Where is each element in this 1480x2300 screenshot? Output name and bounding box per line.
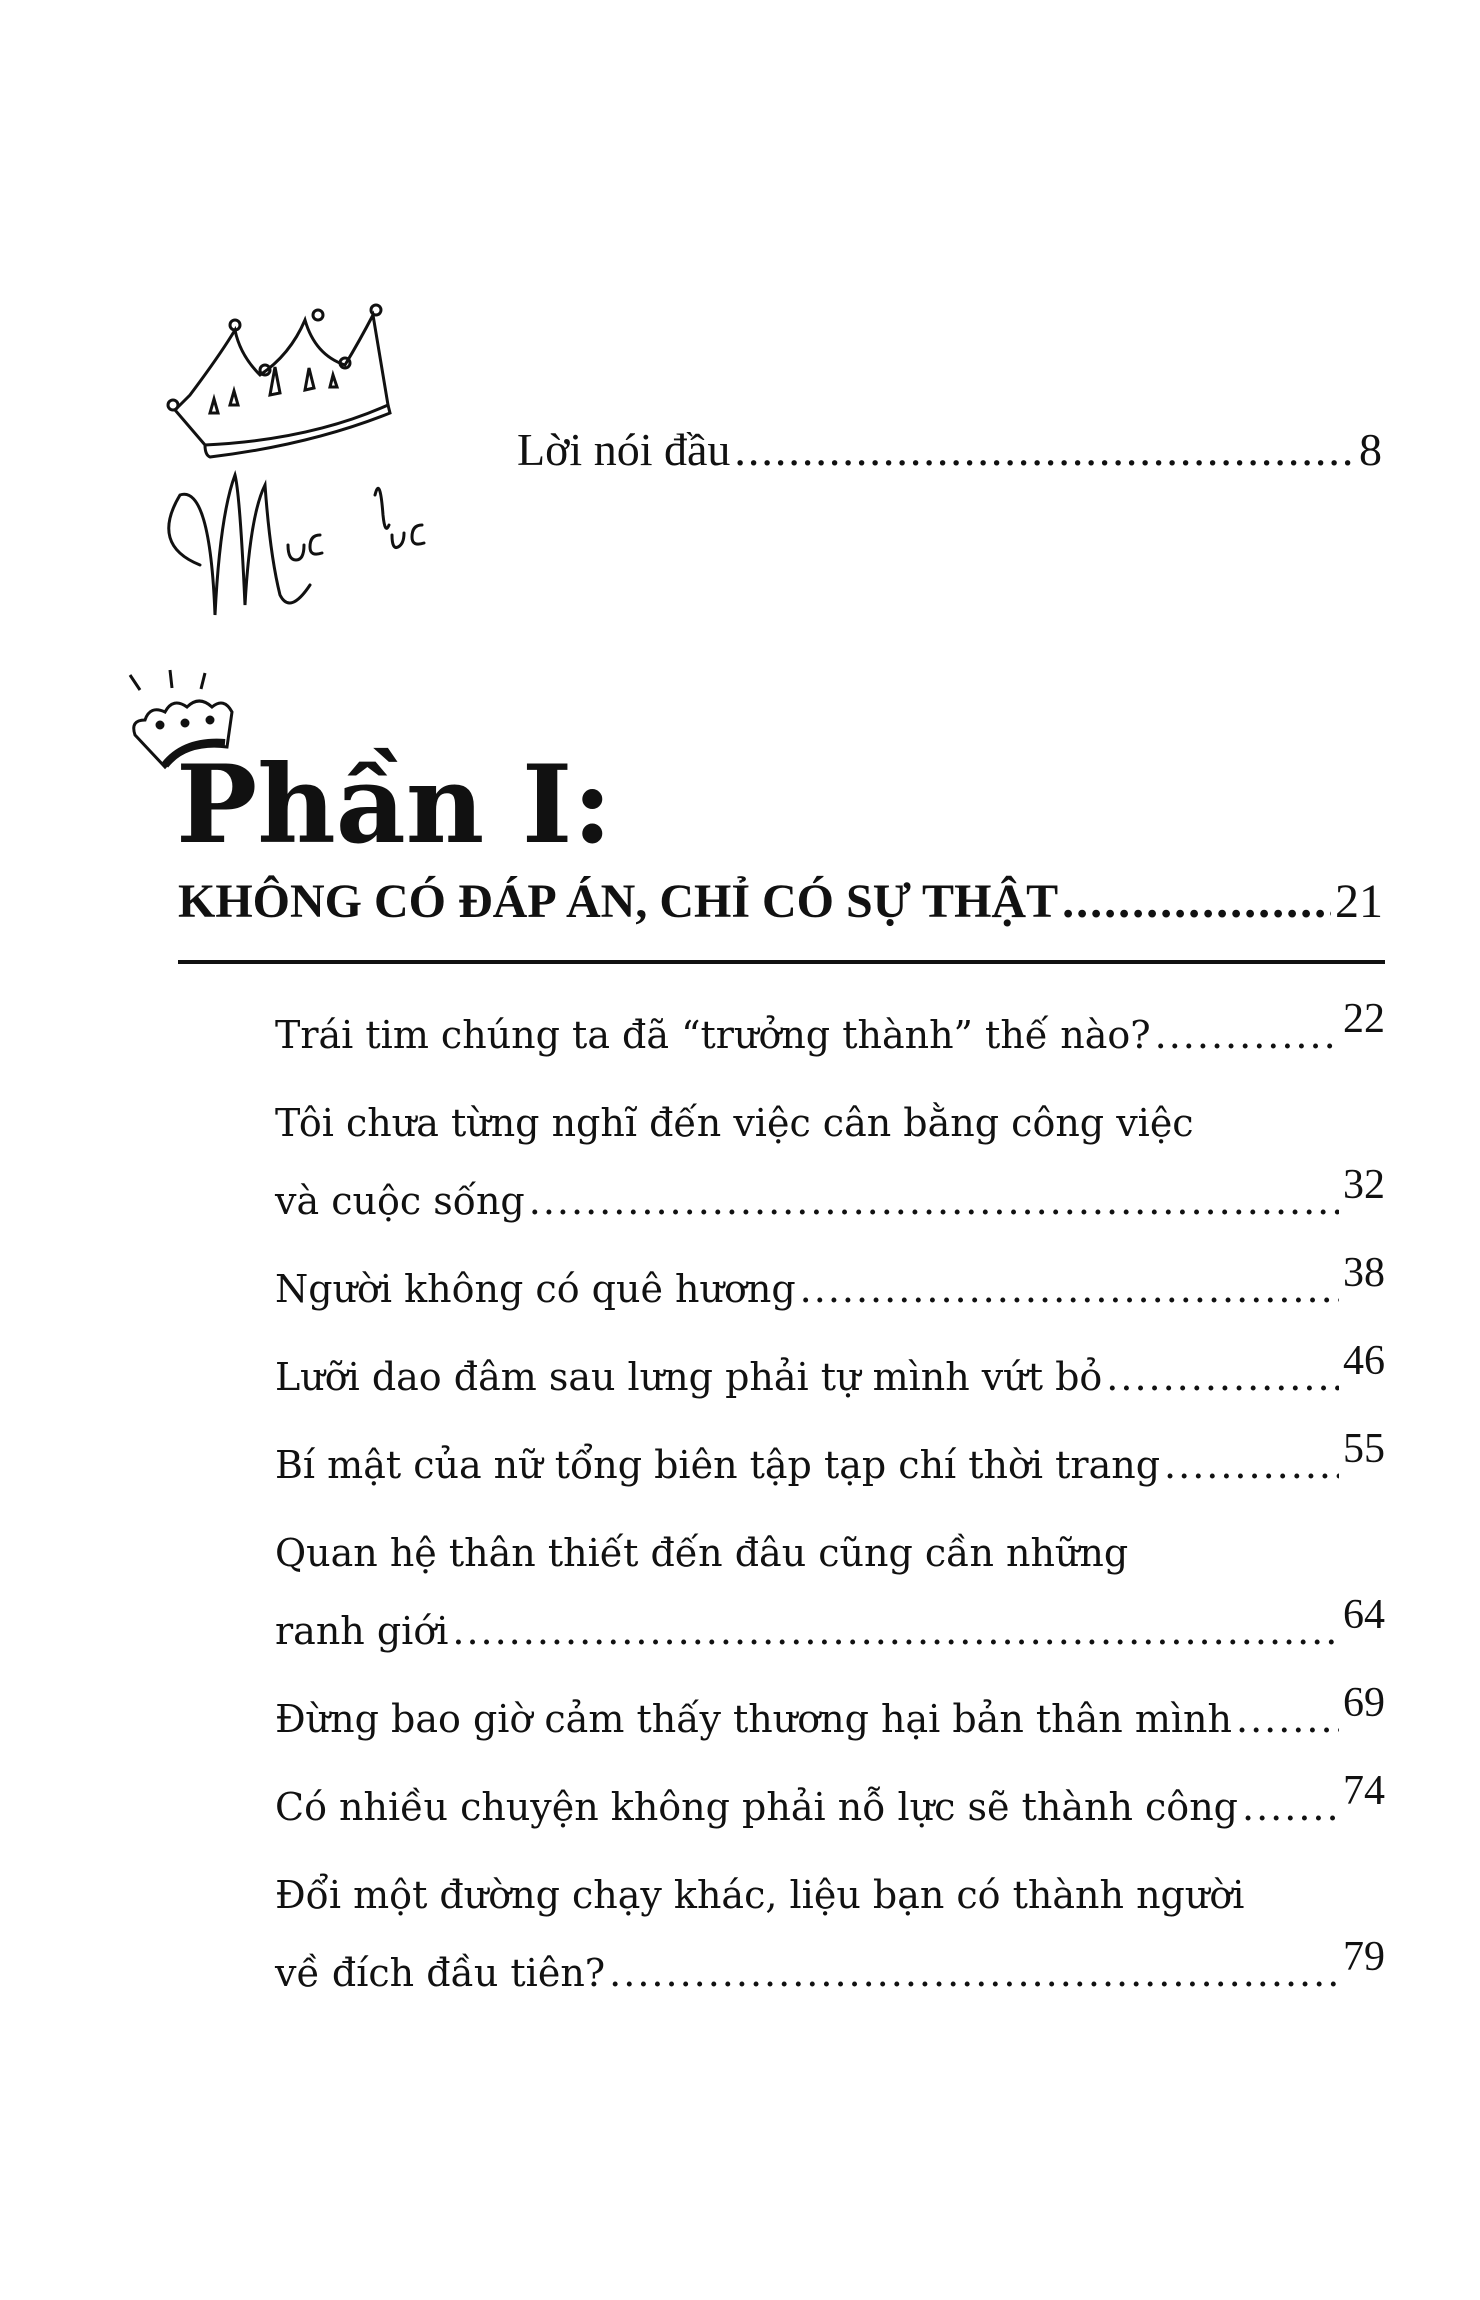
dot-leader [734,420,1355,480]
page-number: 22 [1343,996,1385,1042]
entry-title: Bí mật của nữ tổng biên tập tạp chí thời trang [275,1443,1161,1487]
entry-title-line1: Đổi một đường chạy khác, liệu bạn có thành người [275,1873,1245,1917]
toc-entry[interactable] [275,1250,1385,1328]
dot-leader [529,1162,1339,1240]
part-title: Phần I: [176,742,613,868]
toc-entry-preface[interactable] [517,420,1382,480]
page-number: 64 [1343,1592,1385,1638]
page-number: 21 [1335,875,1383,928]
dot-leader [452,1592,1339,1670]
page-number: 46 [1343,1338,1385,1384]
page-number: 38 [1343,1250,1385,1296]
divider-rule [178,960,1385,964]
toc-entries [275,996,1385,2022]
toc-entry[interactable] [275,1426,1385,1504]
muc-luc-logo [160,295,480,625]
dot-leader [800,1250,1339,1328]
page-number: 32 [1343,1162,1385,1208]
entry-title: Trái tim chúng ta đã “trưởng thành” thế nào? [275,1013,1151,1057]
entry-title-line1: Tôi chưa từng nghĩ đến việc cân bằng công việc [275,1101,1194,1145]
dot-leader [609,1934,1339,2012]
dot-leader [1242,1768,1339,1846]
page-number: 8 [1359,424,1382,475]
entry-title: ranh giới [275,1609,449,1653]
entry-title: Có nhiều chuyện không phải nỗ lực sẽ thành công [275,1785,1238,1829]
toc-entry[interactable] [275,1084,1385,1240]
toc-entry-part-1[interactable] [178,870,1383,934]
page-number: 55 [1343,1426,1385,1472]
entry-title: Lưỡi dao đâm sau lưng phải tự mình vứt bỏ [275,1355,1103,1399]
toc-entry[interactable] [275,1856,1385,2012]
toc-entry[interactable] [275,1768,1385,1846]
entry-title: Đừng bao giờ cảm thấy thương hại bản thân mình [275,1697,1232,1741]
dot-leader [1062,870,1331,934]
page-number: 74 [1343,1768,1385,1814]
dot-leader [1155,996,1339,1074]
part-subtitle: KHÔNG CÓ ĐÁP ÁN, CHỈ CÓ SỰ THẬT [178,875,1059,928]
entry-title-line1: Quan hệ thân thiết đến đâu cũng cần những [275,1531,1129,1575]
crown-icon [168,305,390,457]
page-number: 69 [1343,1680,1385,1726]
preface-title: Lời nói đầu [517,424,731,475]
toc-entry[interactable] [275,1338,1385,1416]
dot-leader [1106,1338,1339,1416]
toc-entry[interactable] [275,1514,1385,1670]
entry-title: về đích đầu tiên? [275,1951,606,1995]
toc-entry[interactable] [275,1680,1385,1758]
dot-leader [1236,1680,1339,1758]
entry-title: Người không có quê hương [275,1267,796,1311]
dot-leader [1164,1426,1339,1504]
page-number: 79 [1343,1934,1385,1980]
toc-entry[interactable] [275,996,1385,1074]
entry-title: và cuộc sống [275,1179,525,1223]
